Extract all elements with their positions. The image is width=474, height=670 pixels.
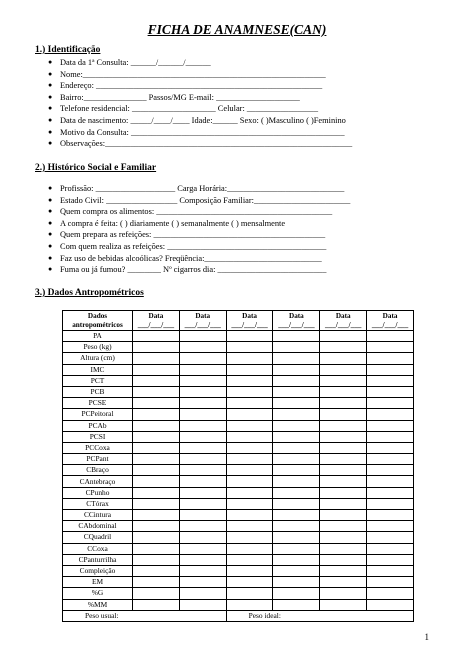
measure-cell[interactable]: [367, 398, 414, 409]
measure-label: %G: [63, 588, 133, 599]
table-row: [63, 510, 414, 521]
measure-cell[interactable]: [133, 342, 180, 353]
table-row: [63, 420, 414, 431]
measure-cell[interactable]: [367, 409, 414, 420]
measure-label: Altura (cm): [63, 353, 133, 364]
measure-cell[interactable]: [133, 409, 180, 420]
measure-cell[interactable]: [179, 364, 226, 375]
table-row: [63, 342, 414, 353]
measure-cell[interactable]: [133, 431, 180, 442]
measure-cell[interactable]: [273, 565, 320, 576]
measure-cell[interactable]: [320, 353, 367, 364]
list-item[interactable]: ● A compra é feita: ( ) diariamente ( ) semanalmente ( ) mensalmente: [48, 218, 286, 228]
measure-cell[interactable]: [320, 364, 367, 375]
table-row: [63, 431, 414, 442]
measure-label: CAntebraço: [63, 476, 133, 487]
measure-label: CCoxa: [63, 543, 133, 554]
measure-cell[interactable]: [367, 521, 414, 532]
table-row: [63, 599, 414, 610]
bullet-icon: ●: [48, 230, 53, 239]
measure-cell[interactable]: [367, 342, 414, 353]
measure-cell[interactable]: [133, 364, 180, 375]
measure-cell[interactable]: [226, 364, 273, 375]
measure-cell[interactable]: [320, 375, 367, 386]
table-row: [63, 442, 414, 453]
measure-cell[interactable]: [133, 420, 180, 431]
col-header-date[interactable]: Data ___/___/___: [179, 311, 226, 331]
measure-cell[interactable]: [367, 487, 414, 498]
measure-cell[interactable]: [179, 465, 226, 476]
measure-label: EM: [63, 577, 133, 588]
measure-label: PCB: [63, 386, 133, 397]
measure-label: PCSI: [63, 431, 133, 442]
measure-cell[interactable]: [133, 476, 180, 487]
measure-cell[interactable]: [179, 398, 226, 409]
table-header-row: [63, 311, 414, 331]
measure-cell[interactable]: [367, 375, 414, 386]
section-identificacao-heading: 1.) Identificação: [35, 45, 101, 55]
measure-label: Compleição: [63, 565, 133, 576]
measure-cell[interactable]: [133, 465, 180, 476]
measure-cell[interactable]: [273, 521, 320, 532]
list-item[interactable]: ● Profissão: ___________________ Carga Horária:____________________________: [48, 184, 345, 193]
measure-cell[interactable]: [179, 442, 226, 453]
measure-cell[interactable]: [133, 487, 180, 498]
col-header-dados: Dados antropométricos: [63, 311, 133, 331]
measure-cell[interactable]: [367, 510, 414, 521]
measure-cell[interactable]: [226, 510, 273, 521]
col-header-date[interactable]: Data ___/___/___: [320, 311, 367, 331]
bullet-icon: ●: [48, 139, 53, 148]
measure-cell[interactable]: [273, 465, 320, 476]
measure-cell[interactable]: [226, 521, 273, 532]
measure-cell[interactable]: [320, 442, 367, 453]
measure-cell[interactable]: [179, 476, 226, 487]
measure-cell[interactable]: [320, 498, 367, 509]
measure-cell[interactable]: [320, 420, 367, 431]
bullet-icon: ●: [48, 184, 53, 192]
measure-cell[interactable]: [320, 431, 367, 442]
measure-cell[interactable]: [226, 577, 273, 588]
measure-cell[interactable]: [367, 353, 414, 364]
table-row: [63, 386, 414, 397]
table-row: [63, 331, 414, 342]
measure-cell[interactable]: [133, 331, 180, 342]
measure-cell[interactable]: [367, 364, 414, 375]
measure-cell[interactable]: [273, 588, 320, 599]
list-item[interactable]: ● Observações:___________________________________________________________: [48, 139, 353, 149]
table-row: [63, 588, 414, 599]
measure-cell[interactable]: [226, 543, 273, 554]
measure-cell[interactable]: [133, 577, 180, 588]
table-row: [63, 398, 414, 409]
measure-cell[interactable]: [367, 454, 414, 465]
col-header-date[interactable]: Data ___/___/___: [133, 311, 180, 331]
measure-label: PCSE: [63, 398, 133, 409]
table-row: [63, 487, 414, 498]
measure-cell[interactable]: [179, 420, 226, 431]
measure-cell[interactable]: [367, 420, 414, 431]
measure-label: CBraço: [63, 465, 133, 476]
measure-cell[interactable]: [320, 398, 367, 409]
table-row: [63, 543, 414, 554]
anthropometric-table: [62, 310, 414, 622]
measure-cell[interactable]: [367, 554, 414, 565]
measure-cell[interactable]: [133, 599, 180, 610]
measure-cell[interactable]: [133, 353, 180, 364]
table-row: [63, 409, 414, 420]
measure-cell[interactable]: [133, 386, 180, 397]
table-row: [63, 498, 414, 509]
measure-cell[interactable]: [273, 353, 320, 364]
measure-cell[interactable]: [273, 398, 320, 409]
measure-label: CTórax: [63, 498, 133, 509]
measure-cell[interactable]: [273, 599, 320, 610]
measure-cell[interactable]: [273, 454, 320, 465]
measure-cell[interactable]: [226, 431, 273, 442]
measure-cell[interactable]: [133, 532, 180, 543]
measure-cell[interactable]: [273, 476, 320, 487]
measure-label: CAbdominal: [63, 521, 133, 532]
measure-cell[interactable]: [179, 331, 226, 342]
measure-cell[interactable]: [179, 431, 226, 442]
measure-cell[interactable]: [320, 543, 367, 554]
page-title: FICHA DE ANAMNESE(CAN): [147, 22, 327, 37]
measure-cell[interactable]: [133, 588, 180, 599]
measure-cell[interactable]: [179, 498, 226, 509]
col-header-date[interactable]: Data ___/___/___: [226, 311, 273, 331]
measure-cell[interactable]: [179, 543, 226, 554]
table-row: [63, 353, 414, 364]
measure-cell[interactable]: [226, 454, 273, 465]
measure-cell[interactable]: [367, 565, 414, 576]
measure-cell[interactable]: [273, 498, 320, 509]
measure-cell[interactable]: [320, 331, 367, 342]
measure-cell[interactable]: [320, 487, 367, 498]
measure-cell[interactable]: [320, 532, 367, 543]
measure-cell[interactable]: [273, 420, 320, 431]
bullet-icon: ●: [48, 265, 53, 274]
measure-cell[interactable]: [320, 342, 367, 353]
measure-cell[interactable]: [273, 510, 320, 521]
measure-cell[interactable]: [273, 331, 320, 342]
measure-cell[interactable]: [367, 532, 414, 543]
measure-label: PA: [63, 331, 133, 342]
list-item[interactable]: ● Quem compra os alimentos: __________________________________________: [48, 207, 333, 217]
measure-cell[interactable]: [226, 498, 273, 509]
measure-label: CPunho: [63, 487, 133, 498]
measure-cell[interactable]: [367, 577, 414, 588]
measure-label: IMC: [63, 364, 133, 375]
measure-cell[interactable]: [179, 342, 226, 353]
measure-cell[interactable]: [367, 442, 414, 453]
measure-cell[interactable]: [226, 353, 273, 364]
measure-cell[interactable]: [179, 521, 226, 532]
bullet-icon: ●: [48, 81, 53, 90]
list-item[interactable]: ● Estado Civil: _________________ Composição Familiar:_______________________: [48, 195, 351, 205]
section-antropometricos-heading: 3.) Dados Antropométricos: [35, 288, 144, 298]
measure-cell[interactable]: [133, 565, 180, 576]
measure-cell[interactable]: [133, 442, 180, 453]
measure-label: CQuadril: [63, 532, 133, 543]
measure-cell[interactable]: [273, 532, 320, 543]
table-row: [63, 364, 414, 375]
measure-label: CCintura: [63, 510, 133, 521]
measure-cell[interactable]: [320, 510, 367, 521]
measure-cell[interactable]: [179, 565, 226, 576]
measure-cell[interactable]: [273, 431, 320, 442]
measure-cell[interactable]: [273, 577, 320, 588]
measure-cell[interactable]: [226, 487, 273, 498]
peso-ideal-field[interactable]: Peso ideal:: [226, 610, 413, 621]
measure-cell[interactable]: [179, 375, 226, 386]
measure-cell[interactable]: [133, 554, 180, 565]
measure-cell[interactable]: [226, 599, 273, 610]
measure-cell[interactable]: [367, 431, 414, 442]
page-number: 1: [424, 632, 429, 642]
measure-cell[interactable]: [226, 342, 273, 353]
measure-cell[interactable]: [133, 543, 180, 554]
measure-cell[interactable]: [320, 386, 367, 397]
bullet-icon: ●: [48, 241, 53, 250]
measure-cell[interactable]: [226, 588, 273, 599]
list-item[interactable]: ● Nome:__________________________________________________________: [48, 69, 326, 79]
col-header-date[interactable]: Data ___/___/___: [367, 311, 414, 331]
measure-cell[interactable]: [179, 599, 226, 610]
measure-cell[interactable]: [226, 420, 273, 431]
bullet-icon: ●: [48, 195, 53, 204]
list-item[interactable]: ● Telefone residencial: ____________________ Celular: _________________: [48, 104, 319, 114]
bullet-icon: ●: [48, 58, 53, 66]
measure-label: %MM: [63, 599, 133, 610]
bullet-icon: ●: [48, 127, 53, 136]
measure-label: CPanturrilha: [63, 554, 133, 565]
historico-list: [48, 183, 430, 276]
measure-cell[interactable]: [320, 409, 367, 420]
table-row: [63, 476, 414, 487]
measure-cell[interactable]: [133, 498, 180, 509]
list-item[interactable]: ● Faz uso de bebidas alcoólicas? Freqüência:____________________________: [48, 253, 322, 263]
measure-cell[interactable]: [179, 487, 226, 498]
measure-label: PCPeitoral: [63, 409, 133, 420]
measure-label: PCT: [63, 375, 133, 386]
measure-cell[interactable]: [179, 353, 226, 364]
bullet-icon: ●: [48, 104, 53, 113]
table-row: [63, 521, 414, 532]
measure-cell[interactable]: [179, 532, 226, 543]
measure-cell[interactable]: [179, 577, 226, 588]
measure-cell[interactable]: [320, 454, 367, 465]
measure-cell[interactable]: [367, 599, 414, 610]
measure-cell[interactable]: [367, 476, 414, 487]
measure-cell[interactable]: [179, 588, 226, 599]
measure-cell[interactable]: [226, 331, 273, 342]
measure-cell[interactable]: [273, 342, 320, 353]
measure-cell[interactable]: [133, 398, 180, 409]
table-footer-row: [63, 610, 414, 621]
table-row: [63, 577, 414, 588]
measure-cell[interactable]: [226, 398, 273, 409]
table-row: [63, 465, 414, 476]
measure-cell[interactable]: [273, 487, 320, 498]
list-item[interactable]: ● Bairro:_______________ Passos/MG E-mail: ____________________: [48, 92, 300, 102]
section-historico-heading: 2.) Histórico Social e Familiar: [35, 163, 157, 173]
measure-cell[interactable]: [367, 465, 414, 476]
measure-cell[interactable]: [226, 465, 273, 476]
measure-cell[interactable]: [367, 331, 414, 342]
list-item[interactable]: ● Motivo da Consulta: ___________________________________________________: [48, 127, 345, 137]
measure-cell[interactable]: [226, 476, 273, 487]
measure-label: Peso (kg): [63, 342, 133, 353]
list-item[interactable]: ● Endereço: ______________________________________________________: [48, 81, 323, 91]
col-header-date[interactable]: Data ___/___/___: [273, 311, 320, 331]
table-row: [63, 532, 414, 543]
identificacao-list: [48, 57, 430, 150]
list-item[interactable]: ● Data da 1ª Consulta: ______/______/______: [48, 58, 211, 67]
table-row: [63, 554, 414, 565]
peso-usual-field[interactable]: Peso usual:: [63, 610, 227, 621]
measure-cell[interactable]: [273, 409, 320, 420]
bullet-icon: ●: [48, 253, 53, 262]
measure-cell[interactable]: [226, 532, 273, 543]
list-item[interactable]: ● Quem prepara as refeições: _________________________________________: [48, 230, 326, 240]
measure-cell[interactable]: [179, 386, 226, 397]
measure-cell[interactable]: [133, 375, 180, 386]
measure-cell[interactable]: [226, 554, 273, 565]
measure-label: PCAb: [63, 420, 133, 431]
measure-cell[interactable]: [320, 554, 367, 565]
bullet-icon: ●: [48, 207, 53, 216]
bullet-icon: ●: [48, 69, 53, 78]
measure-cell[interactable]: [133, 521, 180, 532]
measure-cell[interactable]: [320, 476, 367, 487]
bullet-icon: ●: [48, 115, 53, 124]
measure-cell[interactable]: [133, 510, 180, 521]
measure-cell[interactable]: [320, 588, 367, 599]
measure-cell[interactable]: [133, 454, 180, 465]
measure-cell[interactable]: [179, 409, 226, 420]
measure-cell[interactable]: [226, 442, 273, 453]
table-row: [63, 454, 414, 465]
measure-cell[interactable]: [367, 498, 414, 509]
measure-cell[interactable]: [320, 577, 367, 588]
measure-cell[interactable]: [320, 565, 367, 576]
measure-cell[interactable]: [273, 364, 320, 375]
measure-cell[interactable]: [273, 442, 320, 453]
measure-cell[interactable]: [320, 465, 367, 476]
measure-label: PCCoxa: [63, 442, 133, 453]
measure-cell[interactable]: [179, 554, 226, 565]
table-row: [63, 565, 414, 576]
measure-cell[interactable]: [367, 588, 414, 599]
measure-cell[interactable]: [273, 543, 320, 554]
measure-label: PCPant: [63, 454, 133, 465]
bullet-icon: ●: [48, 92, 53, 101]
measure-cell[interactable]: [273, 375, 320, 386]
measure-cell[interactable]: [320, 599, 367, 610]
measure-cell[interactable]: [367, 543, 414, 554]
measure-cell[interactable]: [179, 454, 226, 465]
measure-cell[interactable]: [226, 375, 273, 386]
measure-cell[interactable]: [226, 409, 273, 420]
bullet-icon: ●: [48, 218, 53, 227]
measure-cell[interactable]: [226, 386, 273, 397]
measure-cell[interactable]: [273, 554, 320, 565]
measure-cell[interactable]: [179, 510, 226, 521]
anthropometric-table-body: [63, 331, 414, 622]
measure-cell[interactable]: [320, 521, 367, 532]
list-item[interactable]: ● Data de nascimento: _____/____/____ Idade:______ Sexo: ( )Masculino ( )Feminino: [48, 115, 346, 125]
list-item[interactable]: ● Fuma ou já fumou? ________ Nº cigarros dia: __________________________: [48, 265, 327, 275]
measure-cell[interactable]: [226, 565, 273, 576]
table-row: [63, 375, 414, 386]
measure-cell[interactable]: [367, 386, 414, 397]
list-item[interactable]: ● Com quem realiza as refeições: ______________________________________: [48, 241, 327, 251]
measure-cell[interactable]: [273, 386, 320, 397]
